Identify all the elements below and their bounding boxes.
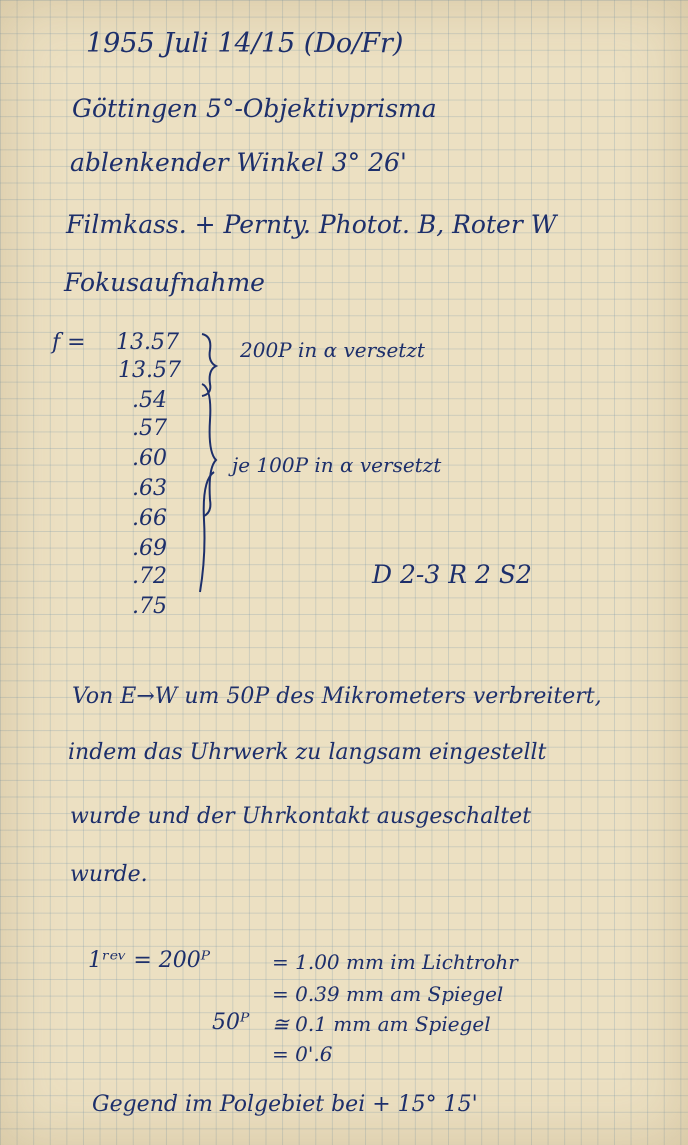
focus-exposure-heading: Fokusaufnahme (64, 268, 265, 297)
focus-value-6: .63 (132, 476, 167, 501)
deflection-angle-line: ablenkender Winkel 3° 26' (70, 148, 407, 177)
focus-value-8: .69 (132, 536, 167, 561)
focus-value-9: .72 (132, 564, 167, 589)
conversion-line-2: = 0.39 mm am Spiegel (272, 982, 504, 1006)
brace-group-icon (196, 330, 226, 610)
paragraph-line-4: wurde. (70, 862, 148, 887)
focus-value-3: .54 (132, 388, 167, 413)
paragraph-line-2: indem das Uhrwerk zu langsam eingestellt (68, 740, 547, 765)
plate-code: D 2-3 R 2 S2 (372, 560, 532, 589)
conversion-50p: 50ᴾ (212, 1010, 250, 1035)
paragraph-line-3: wurde und der Uhrkontakt ausgeschaltet (70, 804, 532, 829)
shift-note-100: je 100P in α versetzt (232, 453, 442, 477)
focus-value-5: .60 (132, 446, 167, 471)
focus-label: f = (52, 330, 86, 355)
focus-value-10: .75 (132, 594, 167, 619)
entry-date: 1955 Juli 14/15 (Do/Fr) (86, 28, 404, 59)
instrument-line: Göttingen 5°-Objektivprisma (72, 94, 437, 123)
conversion-rev: 1ʳᵉᵛ = 200ᴾ (88, 948, 211, 973)
focus-value-7: .66 (132, 506, 167, 531)
conversion-line-4: = 0'.6 (272, 1042, 333, 1066)
shift-note-200: 200P in α versetzt (240, 338, 425, 362)
focus-value-1: 13.57 (116, 330, 179, 355)
conversion-line-3: ≅ 0.1 mm am Spiegel (272, 1012, 491, 1036)
film-cassette-line: Filmkass. + Pernty. Photot. B, Roter W (66, 210, 557, 239)
focus-value-2: 13.57 (118, 358, 181, 383)
region-line: Gegend im Polgebiet bei + 15° 15' (92, 1092, 478, 1117)
conversion-line-1: = 1.00 mm im Lichtrohr (272, 950, 518, 974)
paragraph-line-1: Von E→W um 50P des Mikrometers verbreitert, (72, 684, 602, 709)
focus-value-4: .57 (132, 416, 167, 441)
